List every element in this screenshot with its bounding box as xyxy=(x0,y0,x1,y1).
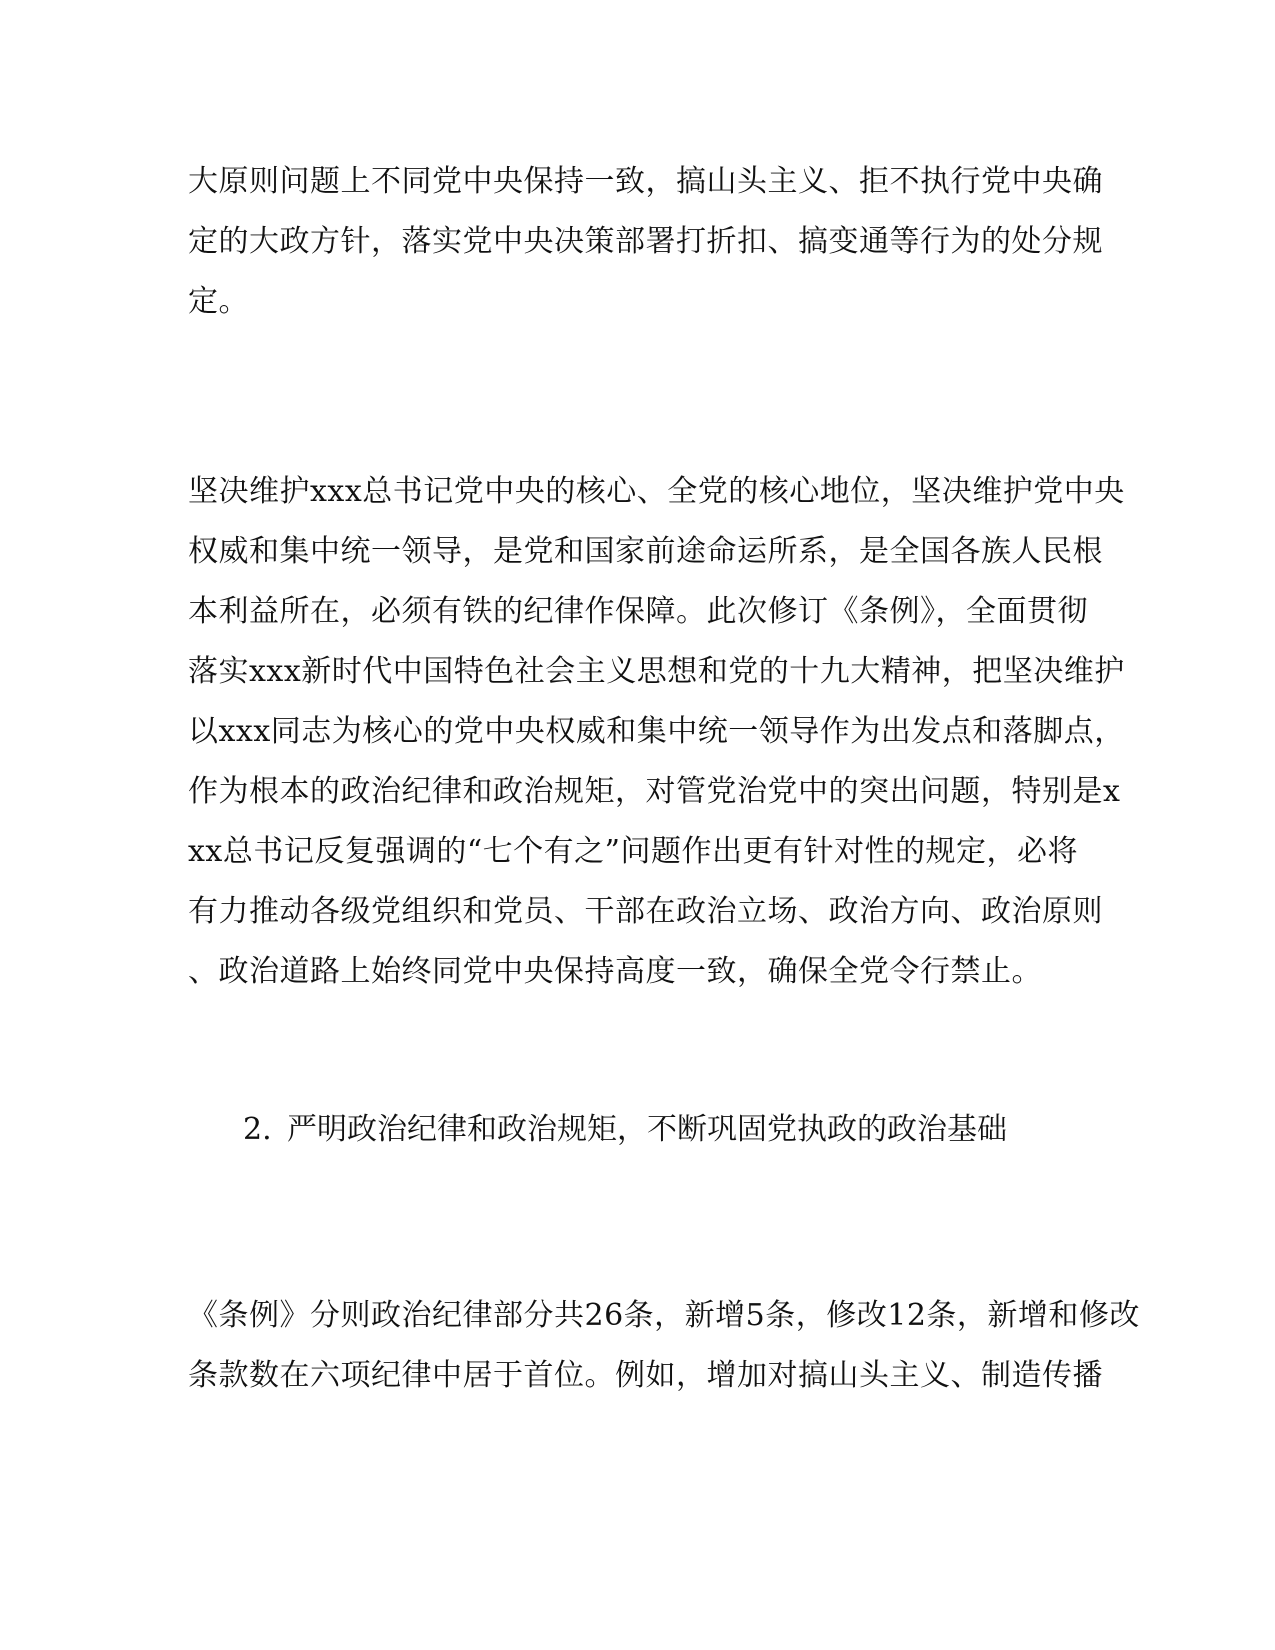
paragraph3-line-1: 《条例》分则政治纪律部分共26条，新增5条，修改12条，新增和修改 xyxy=(188,1298,1140,1333)
paragraph2-line-9: 、政治道路上始终同党中央保持高度一致，确保全党令行禁止。 xyxy=(188,954,1042,989)
paragraph2-line-5: 以xxx同志为核心的党中央权威和集中统一领导作为出发点和落脚点， xyxy=(188,714,1125,749)
paragraph3-line-2: 条款数在六项纪律中居于首位。例如，增加对搞山头主义、制造传播 xyxy=(188,1358,1103,1393)
paragraph1-line-1: 大原则问题上不同党中央保持一致，搞山头主义、拒不执行党中央确 xyxy=(188,164,1103,199)
paragraph2-line-6: 作为根本的政治纪律和政治规矩，对管党治党中的突出问题，特别是x xyxy=(188,774,1121,809)
section-heading xyxy=(243,1110,1007,1150)
paragraph2-line-1: 坚决维护xxx总书记党中央的核心、全党的核心地位，坚决维护党中央 xyxy=(188,474,1125,509)
paragraph2-line-7: xx总书记反复强调的“七个有之”问题作出更有针对性的规定，必将 xyxy=(188,834,1079,869)
paragraph2-line-3: 本利益所在，必须有铁的纪律作保障。此次修订《条例》，全面贯彻 xyxy=(188,594,1088,629)
paragraph2-line-8: 有力推动各级党组织和党员、干部在政治立场、政治方向、政治原则 xyxy=(188,894,1103,929)
section-title: 严明政治纪律和政治规矩，不断巩固党执政的政治基础 xyxy=(287,1112,1007,1147)
paragraph1-line-3: 定。 xyxy=(188,284,249,319)
paragraph2-line-4: 落实xxx新时代中国特色社会主义思想和党的十九大精神，把坚决维护 xyxy=(188,654,1125,689)
section-number: 2. xyxy=(243,1112,272,1147)
paragraph2-line-2: 权威和集中统一领导，是党和国家前途命运所系，是全国各族人民根 xyxy=(188,534,1103,569)
paragraph1-line-2: 定的大政方针，落实党中央决策部署打折扣、搞变通等行为的处分规 xyxy=(188,224,1103,259)
